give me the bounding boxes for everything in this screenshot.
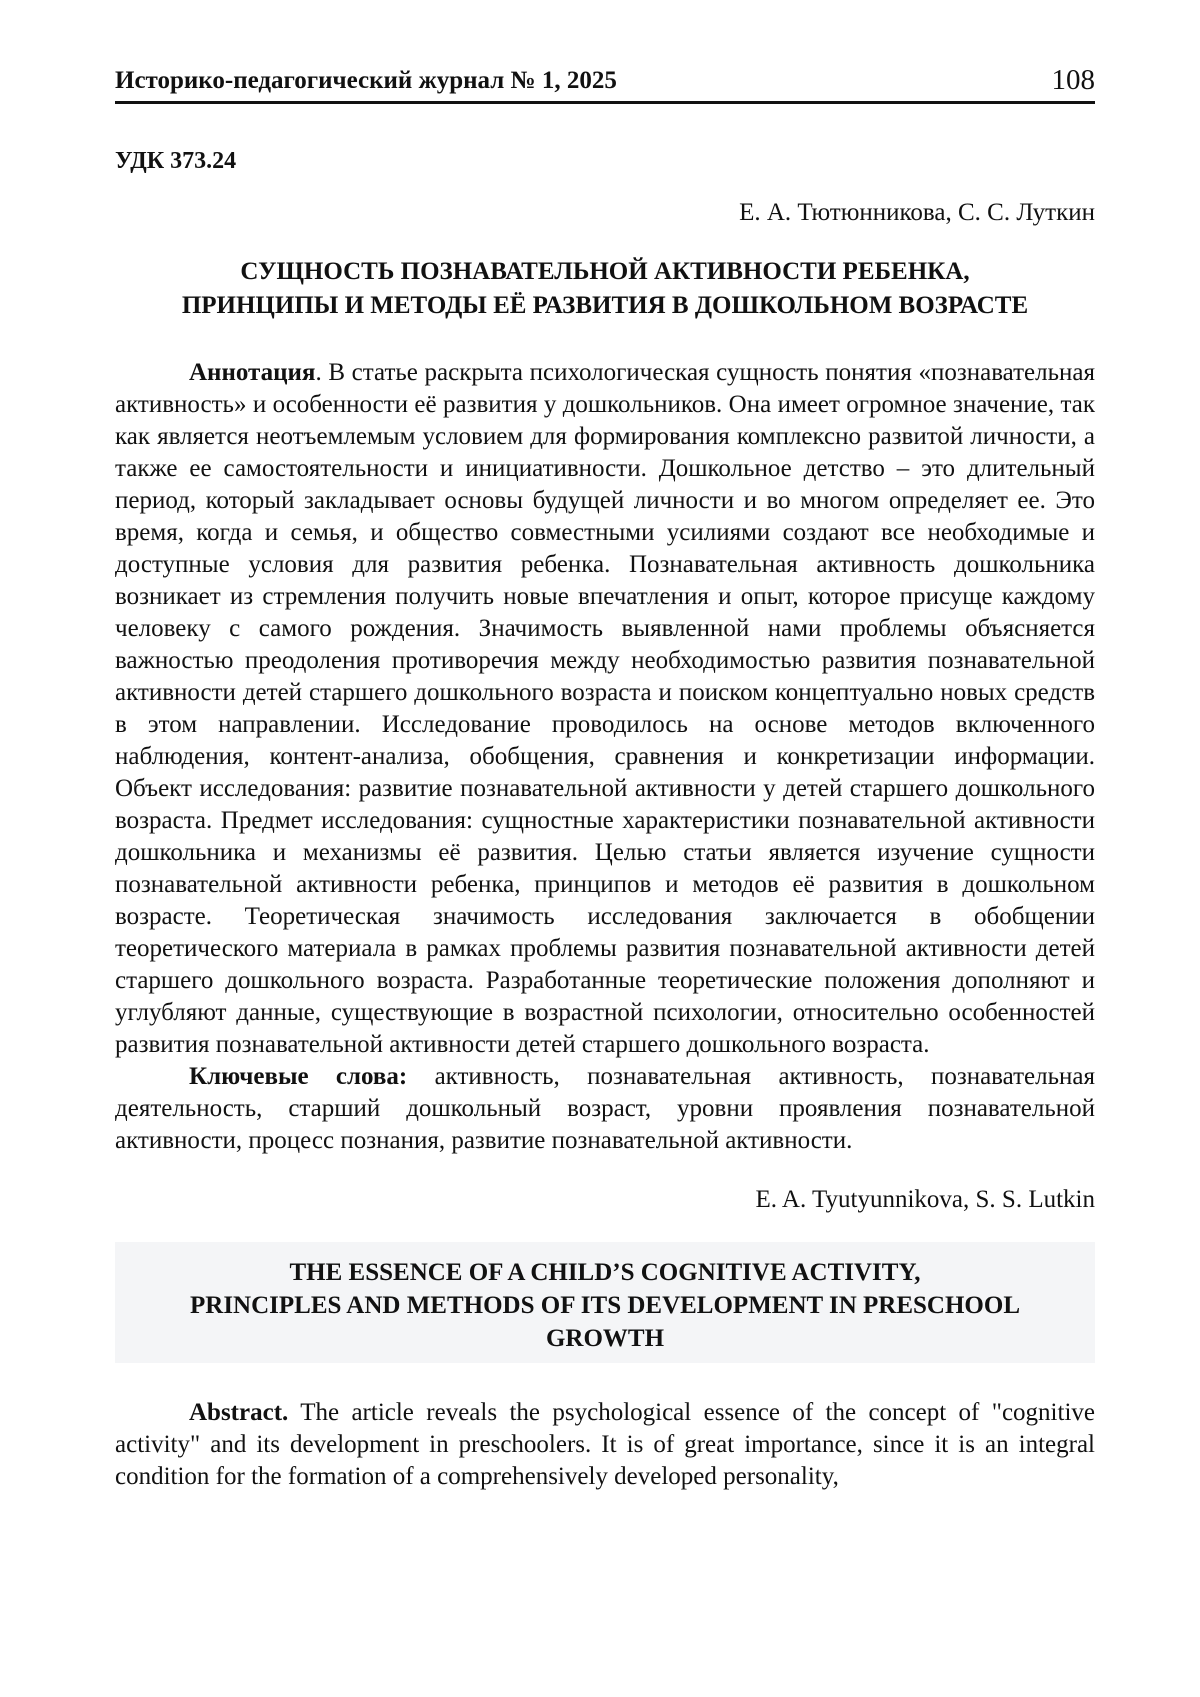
keywords-paragraph bbox=[115, 1061, 1095, 1157]
journal-page bbox=[115, 66, 1095, 1493]
title-en-line-1: THE ESSENCE OF A CHILD’S COGNITIVE ACTIVITY, bbox=[289, 1259, 921, 1286]
authors-ru: Е. А. Тютюнникова, С. С. Луткин bbox=[739, 199, 1095, 226]
keywords-label: Ключевые слова: bbox=[189, 1063, 408, 1090]
annotation-text: . В статье раскрыта психологическая сущность понятия «познавательная активность» и особенности её развития у дошкольников. Она имеет огромное значение, так как является неотъемлемым условием для формирования комплексно развитой личности, а также ее самостоятельности и инициативности. Дошкольное детство – это длительный период, который закладывает основы будущей личности и во многом определяет ее. Это время, когда и семья, и общество совместными усилиями создают все необходимые и доступные условия для развития ребенка. Познавательная активность дошкольника возникает из стремления получить новые впечатления и опыт, которое присуще каждому человеку с самого рождения. Значимость выявленной нами проблемы объясняется важностью преодоления противоречия между необходимостью развития познавательной активности детей старшего дошкольного возраста и поиском концептуально новых средств в этом направлении. Исследование проводилось на основе методов включенного наблюдения, контент-анализа, обобщения, сравнения и конкретизации информации. Объект исследования: развитие познавательной активности у детей старшего дошкольного возраста. Предмет исследования: сущностные характеристики познавательной активности дошкольника и механизмы её развития. Целью статьи является изучение сущности познавательной активности ребенка, принципов и методов её развития в дошкольном возрасте. Теоретическая значимость исследования заключается в обобщении теоретического материала в рамках проблемы развития познавательной активности детей старшего дошкольного возраста. Разработанные теоретические положения дополняют и углубляют данные, существующие в возрастной психологии, относительно особенностей развития познавательной активности детей старшего дошкольного возраста. bbox=[115, 359, 1095, 1058]
title-ru-line-1: СУЩНОСТЬ ПОЗНАВАТЕЛЬНОЙ АКТИВНОСТИ РЕБЕНКА, bbox=[240, 258, 970, 285]
journal-title: Историко-педагогический журнал № 1, 2025 bbox=[115, 67, 617, 94]
abstract-text: The article reveals the psychological essence of the concept of "cognitive activity" and its development in preschoolers. It is of great importance, since it is an integral condition for the formation of a comprehensively developed personality, bbox=[115, 1399, 1095, 1490]
title-en-box bbox=[115, 1242, 1095, 1363]
annotation-paragraph bbox=[115, 357, 1095, 1061]
title-ru-line-2: ПРИНЦИПЫ И МЕТОДЫ ЕЁ РАЗВИТИЯ В ДОШКОЛЬНОМ ВОЗРАСТЕ bbox=[181, 292, 1029, 319]
page-number: 108 bbox=[1051, 64, 1095, 96]
abstract-paragraph bbox=[115, 1397, 1095, 1493]
title-en-line-2: PRINCIPLES AND METHODS OF ITS DEVELOPMENT IN PRESCHOOL bbox=[190, 1292, 1020, 1319]
abstract-label: Abstract. bbox=[189, 1399, 289, 1426]
title-en-line-3: GROWTH bbox=[545, 1325, 665, 1352]
article-title-en bbox=[115, 1256, 1095, 1355]
annotation-label: Аннотация bbox=[189, 359, 316, 386]
authors-en: E. A. Tyutyunnikova, S. S. Lutkin bbox=[755, 1186, 1095, 1213]
udk-code: УДК 373.24 bbox=[115, 148, 237, 174]
article-title-ru bbox=[115, 255, 1095, 323]
running-header bbox=[115, 66, 1095, 104]
keywords-text: активность, познавательная активность, познавательная деятельность, старший дошкольный возраст, уровни проявления познавательной активности, процесс познания, развитие познавательной активности. bbox=[115, 1063, 1095, 1154]
